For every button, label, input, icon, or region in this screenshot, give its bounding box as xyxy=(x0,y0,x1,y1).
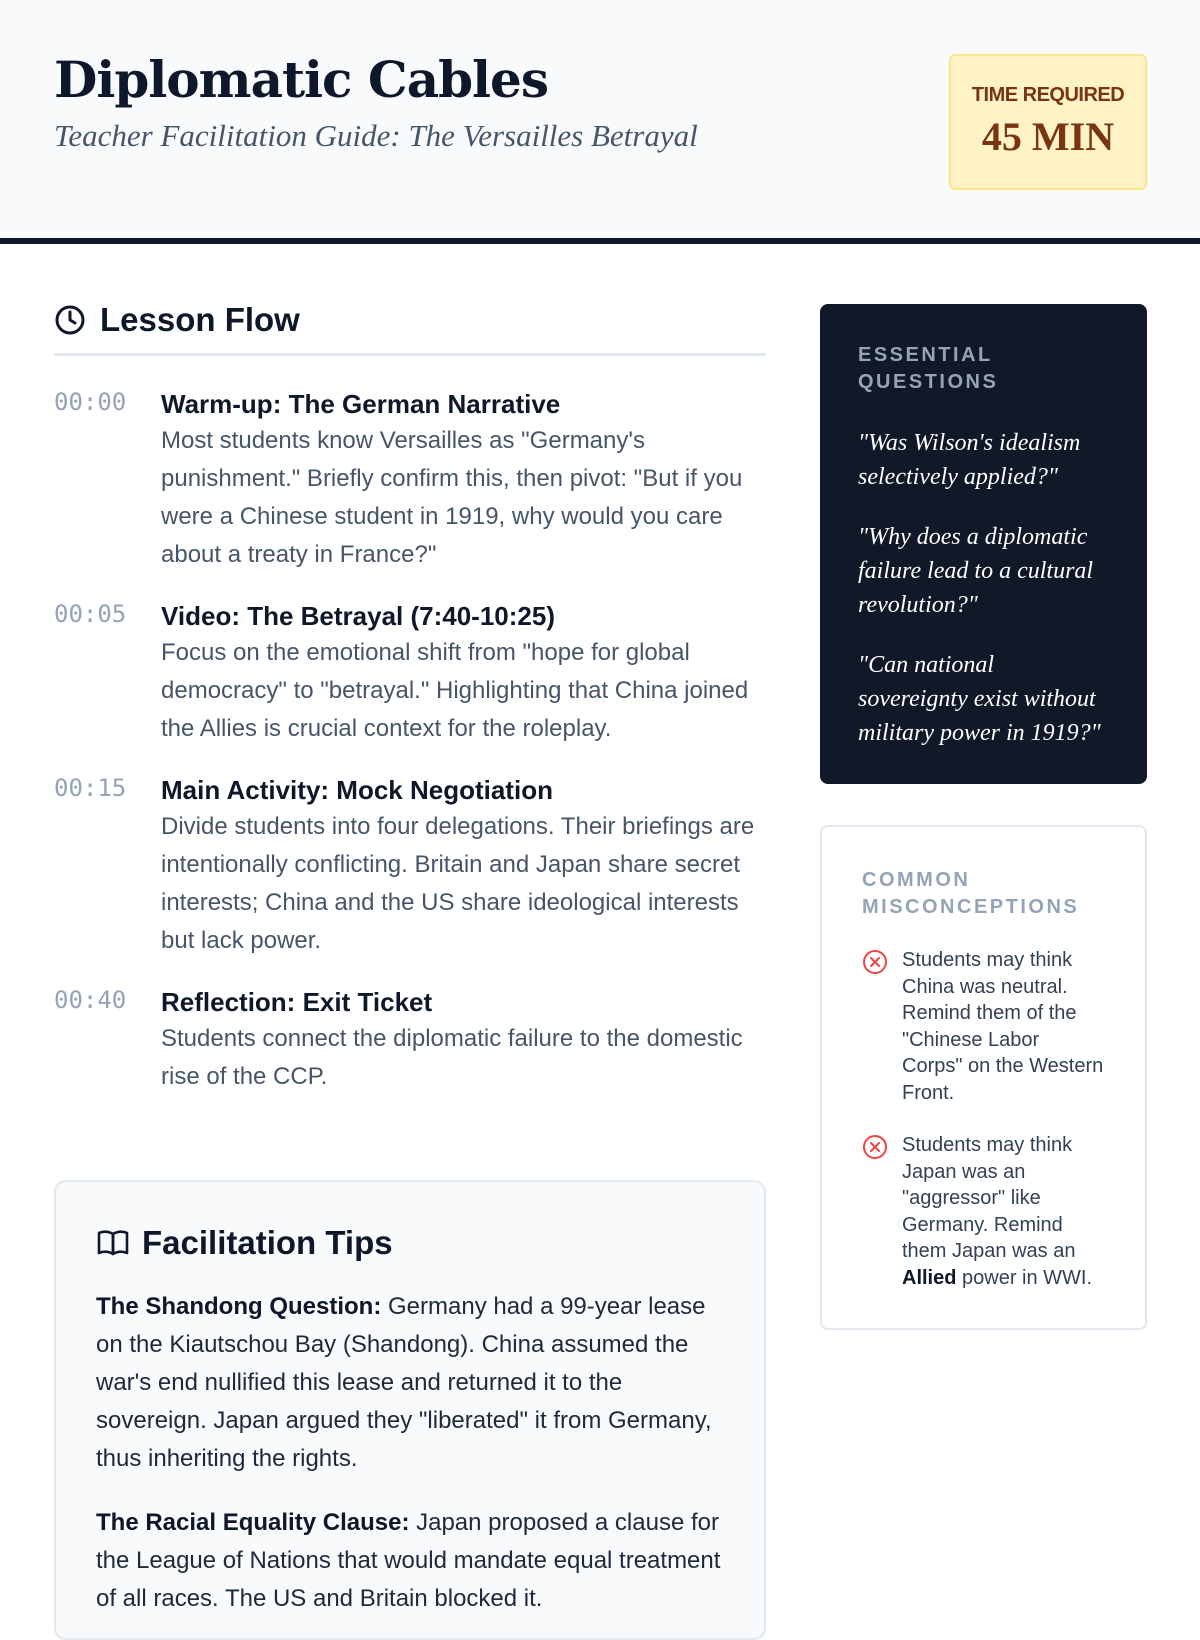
lesson-flow-section xyxy=(54,300,766,1096)
misconception-item xyxy=(862,1132,1105,1291)
lesson-flow-header xyxy=(54,300,766,356)
step-title: Warm-up: The German Narrative xyxy=(161,389,561,419)
lesson-flow-title: Lesson Flow xyxy=(100,300,300,338)
misconception-text xyxy=(902,1132,1105,1291)
facilitation-tips-card xyxy=(54,1180,766,1640)
essential-questions-card xyxy=(820,304,1147,784)
lesson-step xyxy=(54,984,766,1096)
step-text: Students connect the diplomatic failure to the domestic rise of the CCP. xyxy=(161,1025,743,1090)
step-title: Video: The Betrayal (7:40-10:25) xyxy=(161,601,555,631)
page-title: Diplomatic Cables xyxy=(54,50,549,109)
misconception-text-part: Students may think Japan was an "aggressor" like Germany. Remind them Japan was an xyxy=(902,1134,1076,1262)
facilitation-tips-header xyxy=(96,1224,724,1262)
misconception-emphasis: Allied xyxy=(902,1266,957,1289)
tip-text: Germany had a 99-year lease on the Kiautschou Bay (Shandong). China assumed the war's end nullified this lease and returned it to the sovereign. Japan argued they "liberated" it from Germany, thus inheriting the rights. xyxy=(96,1293,712,1472)
essential-question: "Can national sovereignty exist without military power in 1919?" xyxy=(858,652,1101,746)
misconception-item xyxy=(862,947,1105,1106)
essential-questions-title: ESSENTIAL QUESTIONS xyxy=(858,344,999,393)
time-required-label: TIME REQUIRED xyxy=(971,84,1125,106)
misconception-text xyxy=(902,947,1105,1106)
essential-question: "Was Wilson's idealism selectively applied?" xyxy=(858,430,1081,490)
step-time: 00:15 xyxy=(54,774,127,802)
time-required-badge xyxy=(949,54,1147,190)
page-subtitle: Teacher Facilitation Guide: The Versailles Betrayal xyxy=(54,118,698,153)
tip-lead: The Racial Equality Clause: xyxy=(96,1509,410,1536)
clock-icon xyxy=(54,304,86,336)
x-circle-icon xyxy=(862,949,888,975)
tip-paragraph xyxy=(96,1288,724,1478)
step-time: 00:00 xyxy=(54,388,127,416)
step-time: 00:05 xyxy=(54,600,127,628)
misconception-text-part: Students may think China was neutral. Remind them of the "Chinese Labor Corps" on the Western Front. xyxy=(902,949,1104,1104)
facilitation-tips-title: Facilitation Tips xyxy=(142,1224,393,1261)
step-time: 00:40 xyxy=(54,986,127,1014)
step-title: Main Activity: Mock Negotiation xyxy=(161,775,553,805)
lesson-step xyxy=(54,598,766,748)
common-misconceptions-title: COMMON MISCONCEPTIONS xyxy=(862,869,1080,918)
common-misconceptions-card xyxy=(820,825,1147,1330)
step-text: Divide students into four delegations. Their briefings are intentionally conflicting. Britain and Japan share secret interests; China and the US share ideological interests but lack power. xyxy=(161,813,755,954)
lesson-step xyxy=(54,386,766,574)
essential-question: "Why does a diplomatic failure lead to a cultural revolution?" xyxy=(858,524,1094,618)
tip-lead: The Shandong Question: xyxy=(96,1293,382,1320)
page-header xyxy=(0,0,1200,244)
lesson-step xyxy=(54,772,766,960)
book-icon xyxy=(96,1228,130,1258)
step-text: Focus on the emotional shift from "hope for global democracy" to "betrayal." Highlighting that China joined the Allies is crucial context for the roleplay. xyxy=(161,639,749,742)
step-title: Reflection: Exit Ticket xyxy=(161,987,433,1017)
misconception-text-part: power in WWI. xyxy=(956,1266,1093,1289)
step-text: Most students know Versailles as "Germany's punishment." Briefly confirm this, then pivot: "But if you were a Chinese student in 1919, why would you care about a treaty in France?" xyxy=(161,427,743,568)
tip-text: Japan proposed a clause for the League of Nations that would mandate equal treatment of all races. The US and Britain blocked it. xyxy=(96,1509,721,1612)
x-circle-icon xyxy=(862,1134,888,1160)
time-required-value: 45 MIN xyxy=(981,114,1115,159)
tip-paragraph xyxy=(96,1504,724,1618)
